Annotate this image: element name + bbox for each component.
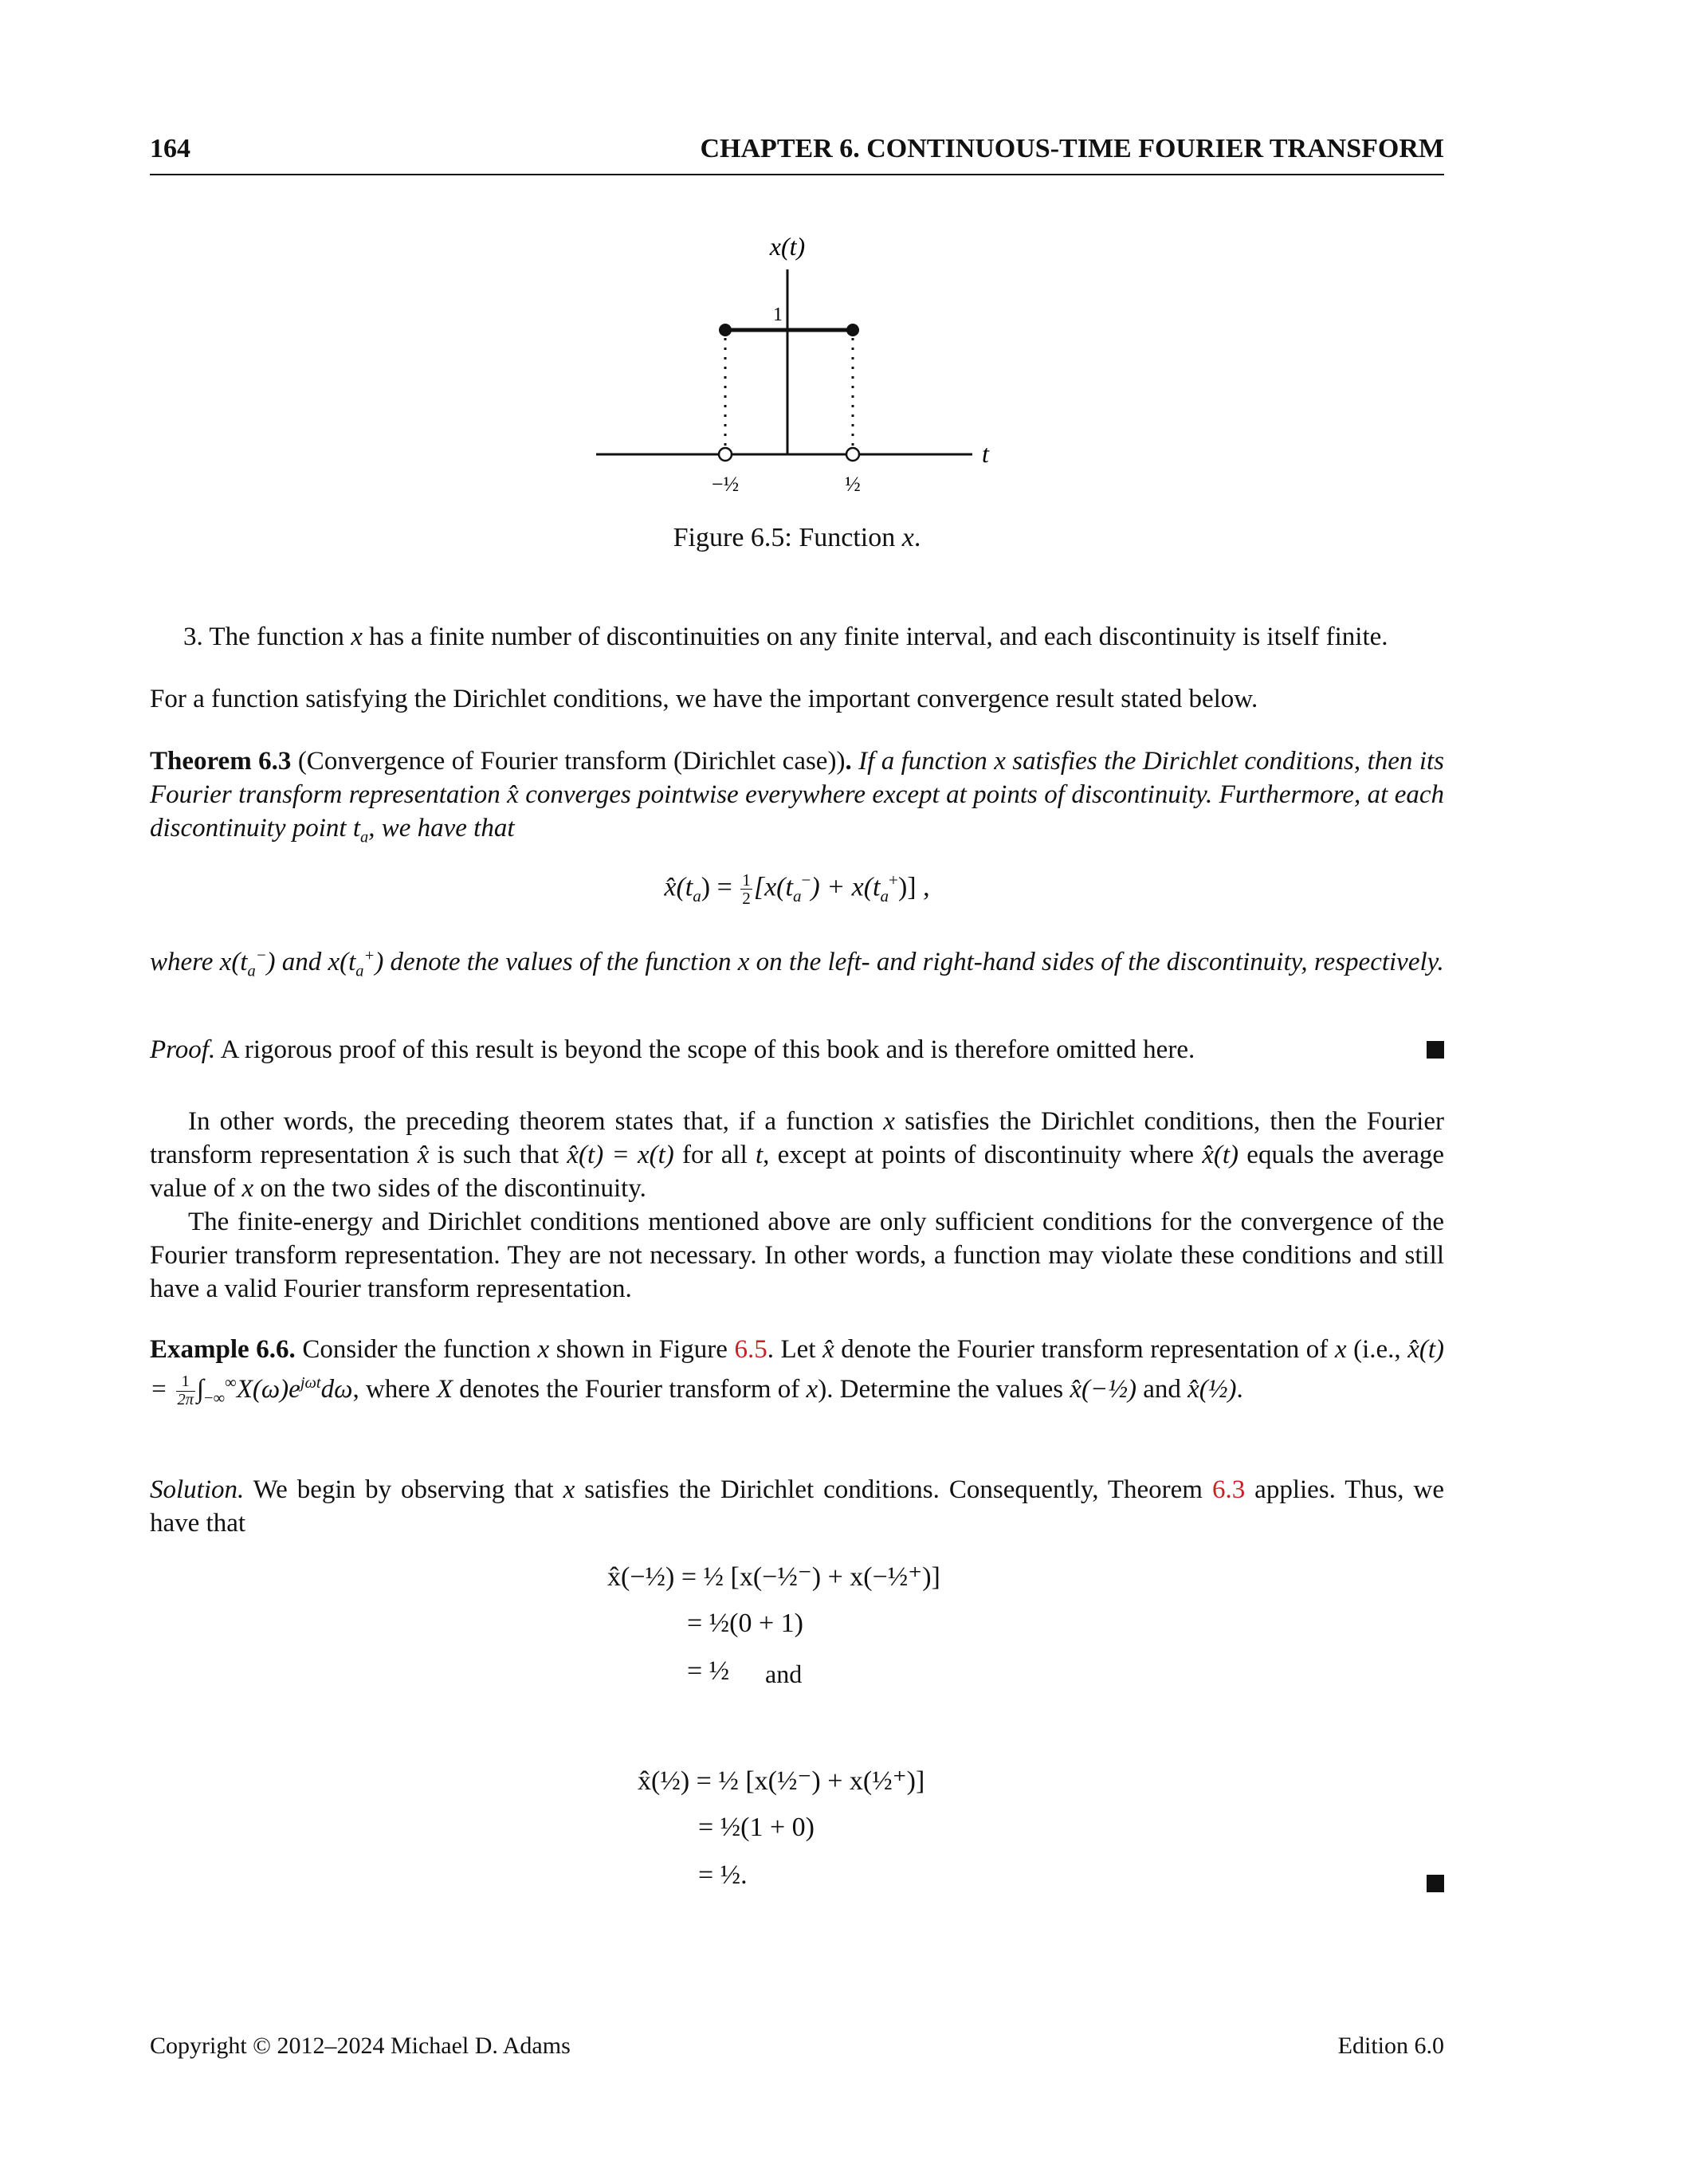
qed-square-icon <box>1427 1041 1444 1059</box>
theorem-body-a: If a function x satisfies the Dirichlet conditions, then its Fourier transform representation x̂ converges pointwise everywhere except at points of discontinuity. Furthermore, at each discontinuity point t <box>150 747 1444 843</box>
right-tick-label: ½ <box>845 473 861 496</box>
eq-rest: ) + x(t <box>811 872 881 902</box>
left-tick-label: −½ <box>711 473 740 496</box>
eq-lhs: x̂(t <box>664 872 693 902</box>
left-open-dot <box>719 448 732 461</box>
theorem-sub: a <box>359 828 369 846</box>
solution: Solution. We begin by observing that x satisfies the Dirichlet conditions. Consequently, Theorem 6.3 applies. Thus, we have that <box>150 1475 1444 1538</box>
solution-eq1-line3: = ½ <box>687 1656 730 1686</box>
figure-caption <box>150 523 1444 553</box>
example-6-6: Example 6.6. Consider the function x shown in Figure 6.5. Let x̂ denote the Fourier transform representation of x (i.e., x̂(t) = $\frac{1}{2\pi}$ $\int_{-\infty}^\infty X(\omega)e^{j\omega t}d\omega$, where X denotes the Fourier transform of x). Determine the values x̂(−½) and x̂(½). <box>150 1335 1445 1408</box>
list-text-b: has a finite number of discontinuities on any finite interval, and each discontinuity is itself finite. <box>362 623 1388 651</box>
proof-label: Proof. <box>150 1035 216 1064</box>
intro-paragraph: For a function satisfying the Dirichlet conditions, we have the important convergence result stated below. <box>150 685 1258 713</box>
figure-reference-link[interactable]: 6.5 <box>734 1335 767 1364</box>
right-closed-dot <box>846 324 859 336</box>
eq-rhs: [x(t <box>753 872 793 902</box>
eq-mid: ) = <box>701 872 740 902</box>
footer-edition: Edition 6.0 <box>1337 2033 1444 2059</box>
caption-text: Figure 6.5: Function <box>673 523 902 552</box>
qed-square-icon-2 <box>1427 1875 1444 1892</box>
footer-copyright: Copyright © 2012–2024 Michael D. Adams <box>150 2033 571 2059</box>
figure-6-5 <box>558 231 1004 518</box>
caption-end: . <box>913 523 921 552</box>
theorem-reference-link[interactable]: 6.3 <box>1211 1475 1246 1504</box>
height-tick-label: 1 <box>773 304 783 325</box>
page-header <box>150 134 1444 175</box>
theorem-6-3 <box>150 744 1444 854</box>
paragraph-finite-energy: The finite-energy and Dirichlet conditions mentioned above are only sufficient conditions for the convergence of the Fourier transform representation. They are not necessary. In other words, a function may violate these conditions and still have a valid Fourier transform representation. <box>150 1208 1444 1303</box>
t-axis-label: t <box>982 439 989 468</box>
solution-eq2-line2: = ½(1 + 0) <box>698 1813 815 1842</box>
chapter-title: CHAPTER 6. CONTINUOUS-TIME FOURIER TRANSFORM <box>700 134 1444 163</box>
solution-eq1-line2: = ½(0 + 1) <box>687 1609 803 1638</box>
theorem-body-b: , we have that <box>368 814 515 843</box>
page-number: 164 <box>150 134 190 163</box>
list-number: 3. <box>183 623 203 651</box>
theorem-label: Theorem 6.3 <box>150 747 292 776</box>
list-var: x <box>351 623 363 651</box>
y-axis-label: x(t) <box>769 232 806 261</box>
theorem-equation: $x̂(t_a)$ = $\frac{1}{2}$ $[x(t_a^-) + x(t_a^+)]$ , <box>664 870 930 909</box>
where-c: ) denote the values of the function x on the left- and right-hand sides of the discontinuity, respectively. <box>375 948 1444 976</box>
theorem-where: where $x(t_a^-)$ and $x(t_a^+)$ denote the values of the function x on the left- and right-hand sides of the discontinuity, respectively. <box>150 947 1444 980</box>
solution-eq2-line1: x̂(½) = ½ [x(½⁻) + x(½⁺)] <box>638 1766 925 1796</box>
solution-eq2-line3: = ½. <box>698 1860 748 1890</box>
eq-end: )] , <box>897 872 930 902</box>
left-closed-dot <box>719 324 732 336</box>
example-label: Example 6.6. <box>150 1335 296 1364</box>
theorem-dot: . <box>845 747 852 776</box>
where-a: where x(t <box>150 948 248 976</box>
where-b: ) and x(t <box>266 948 356 976</box>
right-open-dot <box>846 448 859 461</box>
paragraph-in-other-words: In other words, the preceding theorem states that, if a function x satisfies the Dirichlet conditions, then the Fourier transform representation x̂ is such that x̂(t) = x(t) for all t, except at points of discontinuity where x̂(t) equals the average value of x on the two sides of the discontinuity. <box>150 1107 1445 1203</box>
proof <box>150 1033 1444 1066</box>
solution-eq1-line1: x̂(−½) = ½ [x(−½⁻) + x(−½⁺)] <box>607 1562 940 1592</box>
solution-and: and <box>765 1660 803 1688</box>
theorem-title: (Convergence of Fourier transform (Dirichlet case)) <box>291 747 846 776</box>
solution-label: Solution. <box>150 1475 245 1504</box>
list-item-3 <box>183 620 1444 654</box>
list-text-a: The function <box>209 623 351 651</box>
proof-text: A rigorous proof of this result is beyond the scope of this book and is therefore omitted here. <box>215 1035 1195 1064</box>
caption-var: x <box>901 523 914 552</box>
